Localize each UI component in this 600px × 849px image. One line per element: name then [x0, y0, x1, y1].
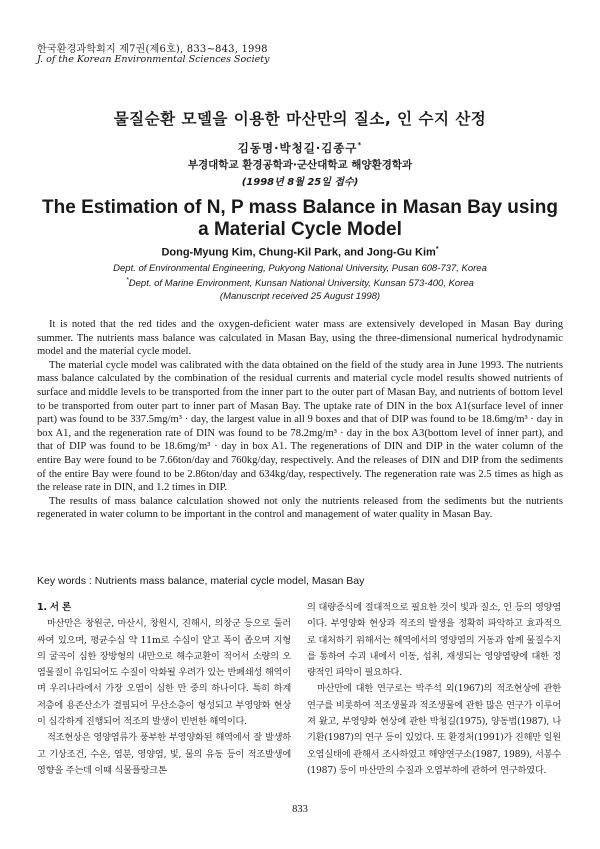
english-affiliation-2	[0, 277, 600, 289]
section-heading: 1. 서 론	[37, 602, 71, 613]
korean-authors	[0, 140, 600, 156]
korean-received-date: (1998년 8월 25일 접수)	[241, 177, 359, 188]
body-paragraph: 의 대량증식에 절대적으로 필요한 것이 빛과 질소, 인 등의 영양염이다. 부영양화 현상과 적조의 발생을 정확히 파악하고 효과적으로 대처하기 위해서는 해역에서의 영양염의 거동과 함께 물질수지를 통하여 수괴 내에서 이동, 섭취, 재생되는 영양염량에 대한 정량적인 파악이 필요하다.	[307, 602, 561, 679]
korean-authors-text: 김동명·박청길·김종구	[237, 141, 358, 155]
abstract	[37, 318, 563, 522]
abstract-paragraph-3: The results of mass balance calculation showed not only the nutrients released from the sediments but the nutrients regenerated in water column to be important in the control and management of water quality in Masan Bay.	[37, 495, 563, 521]
korean-affiliation: 부경대학교 환경공학과·군산대학교 해양환경학과	[187, 159, 413, 171]
english-affiliation-2-text: Dept. of Marine Environment, Kunsan National University, Kunsan 573-400, Korea	[128, 278, 474, 290]
affiliation-marker: *	[357, 141, 363, 150]
body-paragraph: 마산만은 창원군, 마산시, 창원시, 진해시, 의창군 등으로 둘러싸여 있으며, 평균수심 약 11m로 수심이 얕고 폭이 좁으며 지형의 굴곡이 심한 장방형의 내만으로 해수교환이 적어서 소량의 오염물질이 유입되어도 수질이 악화될 우려가 있는 반폐쇄성 해역이며 우리나라에서 가장 오염이 심한 만 중의 하나이다. 특히 하계 저층에 용존산소가 결핍되어 무산소층이 형성되고 부영양화 현상이 심각하게 진행되어 적조의 발생이 빈번한 해역이다.	[37, 618, 291, 728]
body-paragraph: 적조현상은 영양염류가 풍부한 부영양화된 해역에서 잘 발생하고 기상조건, 수온, 염분, 영양염, 빛, 물의 유동 등이 적조발생에 영향을 주는데 이때 식물플랑크톤	[37, 732, 291, 776]
abstract-paragraph-2: The material cycle model was calibrated with the data obtained on the field of the study area in June 1993. The nutrients mass balance calculated by the combination of the residual currents and material cycle model results showed nutrients of surface and middle levels to be transported from the inner part to the outer part of Masan Bay, and nutrients of bottom level to be transported from outer part to inner part of Masan Bay. The uptake rate of DIN in the box A1(surface level of inner part) was found to be 337.5mg/m³ · day, the largest value in all 9 boxes and that of DIP was found to be 18.6mg/m³ · day in box A1, and the regeneration rate of DIN was found to be 78.2mg/m³ · day in the box A3(bottom level of inner part), and that of DIP was found to be 18.6mg/m³ · day in box A1. The regenerations of DIN and DIP in the water column of the entire Bay were found to be 7.66ton/day and 760kg/day, respectively. And the releases of DIN and DIP from the sediments of the entire Bay were found to be 2.86ton/day and 634kg/day, respectively. The regeneration rate was 2.5 times as high as the release rate in DIN, and 1.2 times in DIP.	[37, 359, 563, 494]
korean-title: 물질순환 모델을 이용한 마산만의 질소, 인 수지 산정	[113, 110, 487, 128]
body-column-right	[307, 600, 561, 779]
keywords: Key words : Nutrients mass balance, material cycle model, Masan Bay	[37, 575, 365, 587]
english-authors	[0, 246, 600, 259]
affiliation-marker: *	[435, 246, 439, 253]
english-affiliation-1: Dept. of Environmental Engineering, Pukyong National University, Pusan 608-737, Korea	[113, 263, 487, 274]
english-authors-text: Dong-Myung Kim, Chung-Kil Park, and Jong-Gu Kim	[161, 246, 436, 259]
body-paragraph: 마산만에 대한 연구로는 박주석 외(1967)의 적조현상에 관한 연구를 비롯하여 적조생물과 적조생물에 관한 많은 연구가 이루어져 왔고, 부영양화 현상에 관한 박청길(1975), 양동범(1987), 나기환(1987)의 연구 등이 있었다. 또 환경처(1991)가 진해만 일원 오염실태에 관해서 조사하였고 해양연구소(1987, 1989), 서봉수(1987) 등이 마산만의 수질과 오염부하에 관하여 연구하였다.	[307, 683, 561, 776]
journal-citation-korean: 한국환경과학회지 제7권(제6호), 833∼843, 1998	[37, 44, 268, 55]
page-number: 833	[292, 804, 308, 815]
english-received-date: (Manuscript received 25 August 1998)	[219, 291, 381, 302]
english-title: The Estimation of N, P mass Balance in Masan Bay using a Material Cycle Model	[42, 197, 558, 240]
body-column-left	[37, 600, 291, 779]
journal-citation-english: J. of the Korean Environmental Sciences Society	[37, 54, 270, 65]
affiliation-marker: *	[126, 277, 129, 284]
abstract-paragraph-1: It is noted that the red tides and the oxygen-deficient water mass are extensively developed in Masan Bay during summer. The nutrients mass balance was calculated in Masan Bay, using the three-dimensional numerical hydrodynamic model and the material cycle model.	[37, 319, 563, 358]
